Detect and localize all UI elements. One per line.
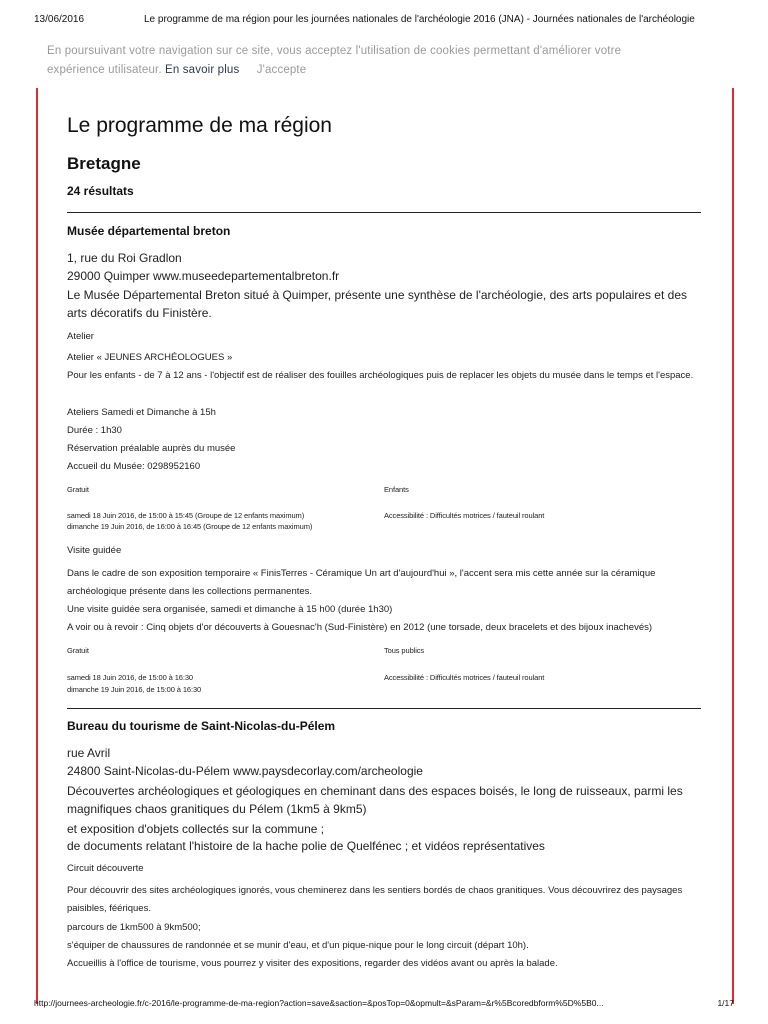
event-audience: Enfants (384, 485, 409, 494)
event-date: dimanche 19 Juin 2016, de 16:00 à 16:45 (Groupe de 12 enfants maximum) (67, 522, 313, 531)
print-date: 13/06/2016 (34, 14, 85, 25)
venue-city-web: 29000 Quimper www.museedepartementalbreton.fr (67, 269, 340, 283)
event-price: Gratuit (67, 485, 89, 494)
event-title: Atelier « JEUNES ARCHÉOLOGUES » (67, 352, 233, 363)
print-title: Le programme de ma région pour les journées nationales de l'archéologie 2016 (JNA) - Journées nationales de l'archéologie (144, 14, 695, 25)
results-count: 24 résultats (67, 184, 134, 198)
event-type: Atelier (67, 331, 94, 342)
event-line: Durée : 1h30 (67, 425, 122, 436)
divider (67, 212, 701, 213)
right-border (732, 88, 734, 1004)
event-audience: Tous publics (384, 646, 425, 655)
event-line: Une visite guidée sera organisée, samedi et dimanche à 15 h00 (durée 1h30) (67, 604, 393, 615)
cookie-banner (47, 42, 707, 80)
page-number: 1/17 (717, 998, 734, 1008)
venue-name[interactable]: Musée départemental breton (67, 224, 231, 238)
cookie-accept-button[interactable]: J'accepte (256, 64, 307, 76)
event-text: Pour les enfants - de 7 à 12 ans - l'objectif est de réaliser des fouilles archéologiques puis de replacer les objets du musée dans le temps et l'espace. (67, 370, 694, 381)
event-line: Accueil du Musée: 0298952160 (67, 461, 201, 472)
event-accessibility: Accessibilité : Difficultés motrices / fauteuil roulant (384, 511, 545, 520)
venue-address: 1, rue du Roi Gradlon (67, 251, 182, 265)
event-line: Réservation préalable auprès du musée (67, 443, 236, 454)
region-heading: Bretagne (67, 154, 141, 173)
event-type: Visite guidée (67, 545, 122, 556)
event-type: Circuit découverte (67, 863, 144, 874)
venue-description: Le Musée Départemental Breton situé à Quimper, présente une synthèse de l'archéologie, des arts populaires et des arts décoratifs du Finistère. (67, 288, 687, 320)
event-text: Dans le cadre de son exposition temporaire « FinisTerres - Céramique Un art d'aujourd'hui », l'accent sera mis cette année sur la céramique archéologique présente dans les collections permanentes. (67, 568, 656, 597)
event-date: samedi 18 Juin 2016, de 15:00 à 15:45 (Groupe de 12 enfants maximum) (67, 511, 305, 520)
venue-description-line: et exposition d'objets collectés sur la commune ; (67, 822, 325, 836)
event-line: Ateliers Samedi et Dimanche à 15h (67, 407, 216, 418)
page-title: Le programme de ma région (67, 114, 332, 137)
venue-address: rue Avril (67, 746, 111, 760)
event-price: Gratuit (67, 646, 89, 655)
event-line: parcours de 1km500 à 9km500; (67, 922, 201, 933)
venue-city-web: 24800 Saint-Nicolas-du-Pélem www.paysdecorlay.com/archeologie (67, 764, 423, 778)
event-line: A voir ou à revoir : Cinq objets d'or découverts à Gouesnac'h (Sud-Finistère) en 2012 (une torsade, deux bracelets et des bijoux inachevés) (67, 622, 653, 633)
event-date: samedi 18 Juin 2016, de 15:00 à 16:30 (67, 673, 193, 682)
event-line: s'équiper de chaussures de randonnée et se munir d'eau, et d'un pique-nique pour le long circuit (départ 10h). (67, 940, 529, 951)
venue-description-line: de documents relatant l'histoire de la hache polie de Quelfénec ; et vidéos représentatives (67, 839, 545, 853)
page-url: http://journees-archeologie.fr/c-2016/le-programme-de-ma-region?action=save&saction=&posTop=0&opmult=&sParam=&r%5Bcoredbform%5D%5B0... (34, 998, 604, 1008)
left-border (36, 88, 38, 1004)
event-text: Pour découvrir des sites archéologiques ignorés, vous cheminerez dans les sentiers bordés de chaos granitiques. Vous découvrirez des paysages paisibles, féériques. (67, 885, 683, 914)
event-line: Accueillis à l'office de tourisme, vous pourrez y visiter des expositions, regarder des vidéos avant ou après la balade. (67, 958, 558, 969)
print-footer (34, 998, 734, 1012)
print-header (34, 14, 734, 28)
venue-description: Découvertes archéologiques et géologiques en cheminant dans des espaces boisés, le long de ruisseaux, parmi les magnifiques chaos granitiques du Pélem (1km5 à 9km5) (67, 784, 683, 816)
venue-name[interactable]: Bureau du tourisme de Saint-Nicolas-du-Pélem (67, 719, 336, 733)
event-accessibility: Accessibilité : Difficultés motrices / fauteuil roulant (384, 673, 545, 682)
event-date: dimanche 19 Juin 2016, de 15:00 à 16:30 (67, 685, 202, 694)
cookie-more-link[interactable]: En savoir plus (165, 64, 240, 76)
cookie-text-line1: En poursuivant votre navigation sur ce site, vous acceptez l'utilisation de cookies permettant d'améliorer votre (47, 45, 622, 57)
cookie-text-line2: expérience utilisateur. (47, 64, 162, 76)
divider (67, 708, 701, 709)
